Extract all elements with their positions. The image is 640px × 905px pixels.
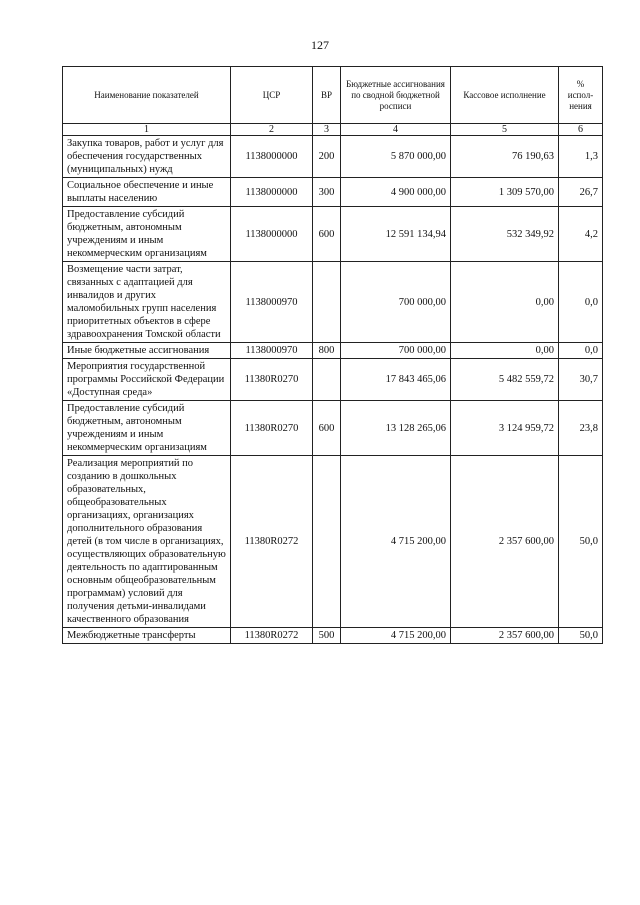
cell-cash: 0,00 bbox=[451, 343, 559, 359]
cell-vr: 800 bbox=[313, 343, 341, 359]
cell-pct: 23,8 bbox=[559, 401, 603, 456]
cell-budget: 4 900 000,00 bbox=[341, 178, 451, 207]
cell-budget: 700 000,00 bbox=[341, 262, 451, 343]
cell-pct: 4,2 bbox=[559, 207, 603, 262]
cell-csr: 11380R0270 bbox=[231, 359, 313, 401]
cell-name: Реализация мероприятий по созданию в дошкольных образовательных, общеобразовательных организациях, организациях дополнительного образования детей (в том числе в организациях, осуществляющих образовательную деятельность по адаптированным основным общеобразовательным программам) условий для получения детьми-инвалидами качественного образования bbox=[63, 456, 231, 628]
cell-name: Иные бюджетные ассигнования bbox=[63, 343, 231, 359]
table-row bbox=[63, 207, 603, 262]
cell-pct: 30,7 bbox=[559, 359, 603, 401]
cell-name: Возмещение части затрат, связанных с адаптацией для инвалидов и других маломобильных групп населения приоритетных объектов в сфере здравоохранения Томской области bbox=[63, 262, 231, 343]
cell-vr bbox=[313, 359, 341, 401]
table-row bbox=[63, 401, 603, 456]
col-number: 3 bbox=[313, 124, 341, 136]
cell-vr: 200 bbox=[313, 136, 341, 178]
cell-name: Предоставление субсидий бюджетным, автономным учреждениям и иным некоммерческим организациям bbox=[63, 207, 231, 262]
cell-name: Мероприятия государственной программы Российской Федерации «Доступная среда» bbox=[63, 359, 231, 401]
cell-cash: 1 309 570,00 bbox=[451, 178, 559, 207]
table-row bbox=[63, 178, 603, 207]
col-number: 4 bbox=[341, 124, 451, 136]
cell-pct: 50,0 bbox=[559, 628, 603, 644]
header-cash: Кассовое исполнение bbox=[451, 67, 559, 124]
cell-cash: 532 349,92 bbox=[451, 207, 559, 262]
cell-csr: 1138000970 bbox=[231, 343, 313, 359]
cell-csr: 1138000000 bbox=[231, 207, 313, 262]
cell-budget: 5 870 000,00 bbox=[341, 136, 451, 178]
cell-pct: 0,0 bbox=[559, 343, 603, 359]
col-number: 6 bbox=[559, 124, 603, 136]
cell-cash: 3 124 959,72 bbox=[451, 401, 559, 456]
cell-csr: 1138000000 bbox=[231, 136, 313, 178]
page-number: 127 bbox=[311, 38, 329, 52]
table-row bbox=[63, 456, 603, 628]
table-row bbox=[63, 343, 603, 359]
cell-cash: 2 357 600,00 bbox=[451, 456, 559, 628]
cell-vr: 600 bbox=[313, 207, 341, 262]
cell-pct: 26,7 bbox=[559, 178, 603, 207]
cell-vr bbox=[313, 262, 341, 343]
cell-budget: 4 715 200,00 bbox=[341, 456, 451, 628]
cell-budget: 17 843 465,06 bbox=[341, 359, 451, 401]
column-number-row bbox=[63, 124, 603, 136]
cell-budget: 12 591 134,94 bbox=[341, 207, 451, 262]
table-row bbox=[63, 136, 603, 178]
cell-vr: 600 bbox=[313, 401, 341, 456]
header-name: Наименование показателей bbox=[63, 67, 231, 124]
col-number: 2 bbox=[231, 124, 313, 136]
budget-execution-table bbox=[62, 66, 603, 644]
cell-cash: 2 357 600,00 bbox=[451, 628, 559, 644]
cell-name: Предоставление субсидий бюджетным, автономным учреждениям и иным некоммерческим организациям bbox=[63, 401, 231, 456]
cell-name: Межбюджетные трансферты bbox=[63, 628, 231, 644]
cell-csr: 1138000000 bbox=[231, 178, 313, 207]
table-row bbox=[63, 359, 603, 401]
cell-name: Социальное обеспечение и иные выплаты населению bbox=[63, 178, 231, 207]
header-pct: % испол-нения bbox=[559, 67, 603, 124]
cell-csr: 11380R0272 bbox=[231, 628, 313, 644]
header-budget: Бюджетные ассигнования по сводной бюджетной росписи bbox=[341, 67, 451, 124]
cell-csr: 11380R0272 bbox=[231, 456, 313, 628]
table-row bbox=[63, 262, 603, 343]
cell-pct: 1,3 bbox=[559, 136, 603, 178]
cell-pct: 0,0 bbox=[559, 262, 603, 343]
cell-csr: 11380R0270 bbox=[231, 401, 313, 456]
col-number: 5 bbox=[451, 124, 559, 136]
table-header-row bbox=[63, 67, 603, 124]
cell-cash: 76 190,63 bbox=[451, 136, 559, 178]
header-vr: ВР bbox=[313, 67, 341, 124]
cell-cash: 5 482 559,72 bbox=[451, 359, 559, 401]
cell-budget: 4 715 200,00 bbox=[341, 628, 451, 644]
col-number: 1 bbox=[63, 124, 231, 136]
cell-vr bbox=[313, 456, 341, 628]
cell-pct: 50,0 bbox=[559, 456, 603, 628]
cell-vr: 300 bbox=[313, 178, 341, 207]
cell-csr: 1138000970 bbox=[231, 262, 313, 343]
cell-budget: 700 000,00 bbox=[341, 343, 451, 359]
cell-cash: 0,00 bbox=[451, 262, 559, 343]
cell-budget: 13 128 265,06 bbox=[341, 401, 451, 456]
cell-vr: 500 bbox=[313, 628, 341, 644]
header-csr: ЦСР bbox=[231, 67, 313, 124]
table-row bbox=[63, 628, 603, 644]
cell-name: Закупка товаров, работ и услуг для обеспечения государственных (муниципальных) нужд bbox=[63, 136, 231, 178]
